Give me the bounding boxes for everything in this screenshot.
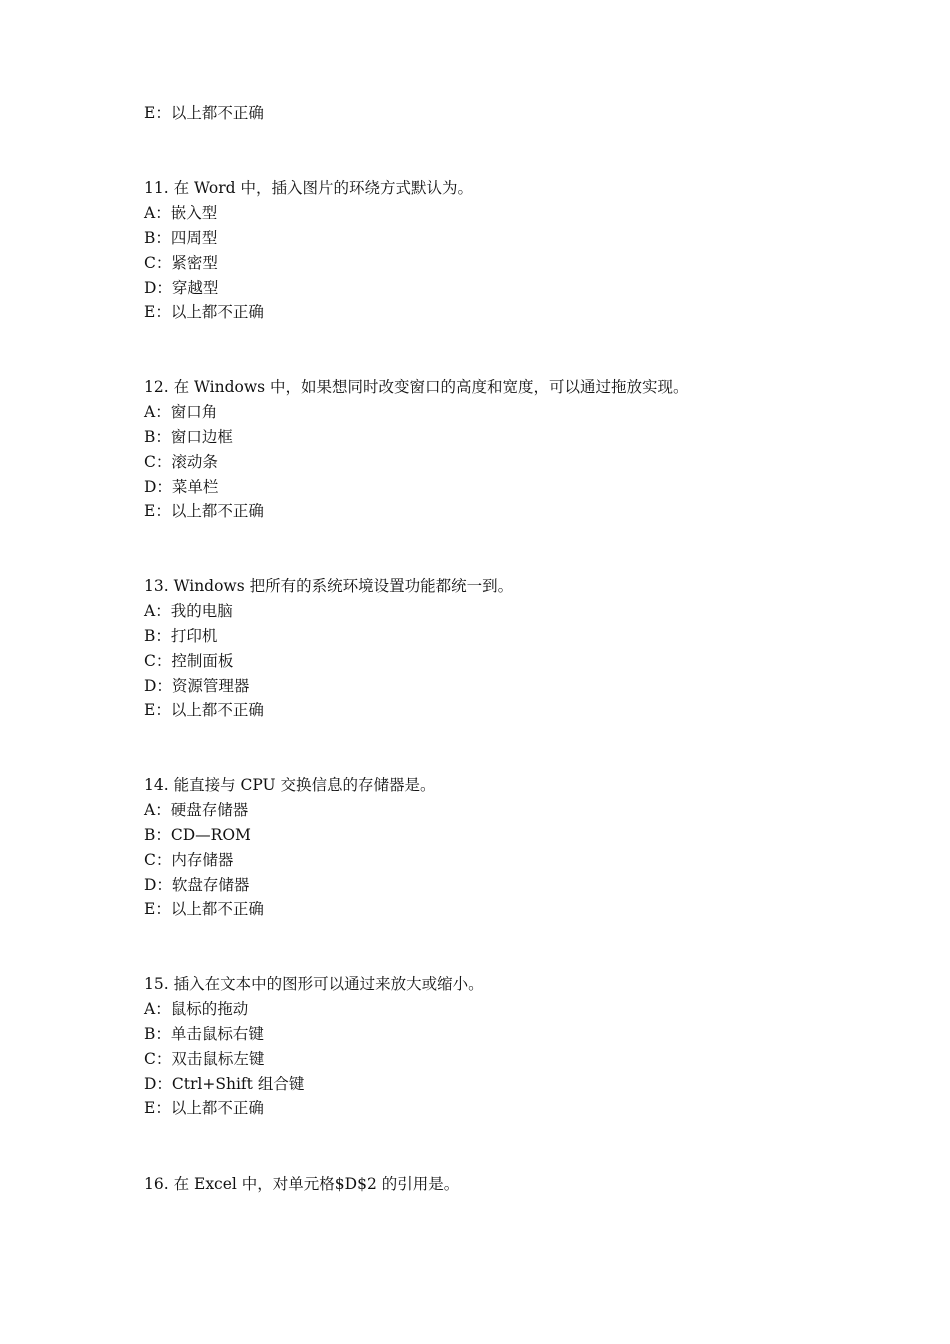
question-14-option-d: D：软盘存储器 [144, 876, 250, 894]
question-15-option-b: B：单击鼠标右键 [144, 1025, 264, 1043]
question-11-option-a: A：嵌入型 [144, 204, 218, 222]
question-15-option-d: D：Ctrl+Shift 组合键 [144, 1075, 305, 1093]
question-11-option-c: C：紧密型 [144, 254, 218, 272]
question-14-option-c: C：内存储器 [144, 851, 234, 869]
question-14-stem: 14. 能直接与 CPU 交换信息的存储器是。 [144, 776, 436, 794]
question-13-option-c: C：控制面板 [144, 652, 234, 670]
question-15-option-c: C：双击鼠标左键 [144, 1050, 265, 1068]
question-11-option-b: B：四周型 [144, 229, 218, 247]
question-13-option-b: B：打印机 [144, 627, 218, 645]
question-13-option-a: A：我的电脑 [144, 602, 233, 620]
question-13-stem: 13. Windows 把所有的系统环境设置功能都统一到。 [144, 577, 514, 595]
question-14-option-b: B：CD—ROM [144, 826, 251, 844]
question-12-option-d: D：菜单栏 [144, 478, 219, 496]
question-12-option-b: B：窗口边框 [144, 428, 233, 446]
question-12-option-c: C：滚动条 [144, 453, 218, 471]
question-13-option-d: D：资源管理器 [144, 677, 250, 695]
question-11-option-e: E：以上都不正确 [144, 303, 264, 321]
question-15-option-e: E：以上都不正确 [144, 1099, 264, 1117]
question-11-stem: 11. 在 Word 中，插入图片的环绕方式默认为。 [144, 179, 473, 197]
question-12-option-a: A：窗口角 [144, 403, 218, 421]
question-12-stem: 12. 在 Windows 中，如果想同时改变窗口的高度和宽度，可以通过拖放实现。 [144, 378, 689, 396]
option-e: E：以上都不正确 [144, 104, 264, 122]
question-14-option-e: E：以上都不正确 [144, 900, 264, 918]
question-14-option-a: A：硬盘存储器 [144, 801, 249, 819]
question-13-option-e: E：以上都不正确 [144, 701, 264, 719]
question-12-option-e: E：以上都不正确 [144, 502, 264, 520]
question-11-option-d: D：穿越型 [144, 279, 219, 297]
question-15-stem: 15. 插入在文本中的图形可以通过来放大或缩小。 [144, 975, 484, 993]
question-16-stem: 16. 在 Excel 中，对单元格$D$2 的引用是。 [144, 1175, 460, 1193]
question-15-option-a: A：鼠标的拖动 [144, 1000, 249, 1018]
